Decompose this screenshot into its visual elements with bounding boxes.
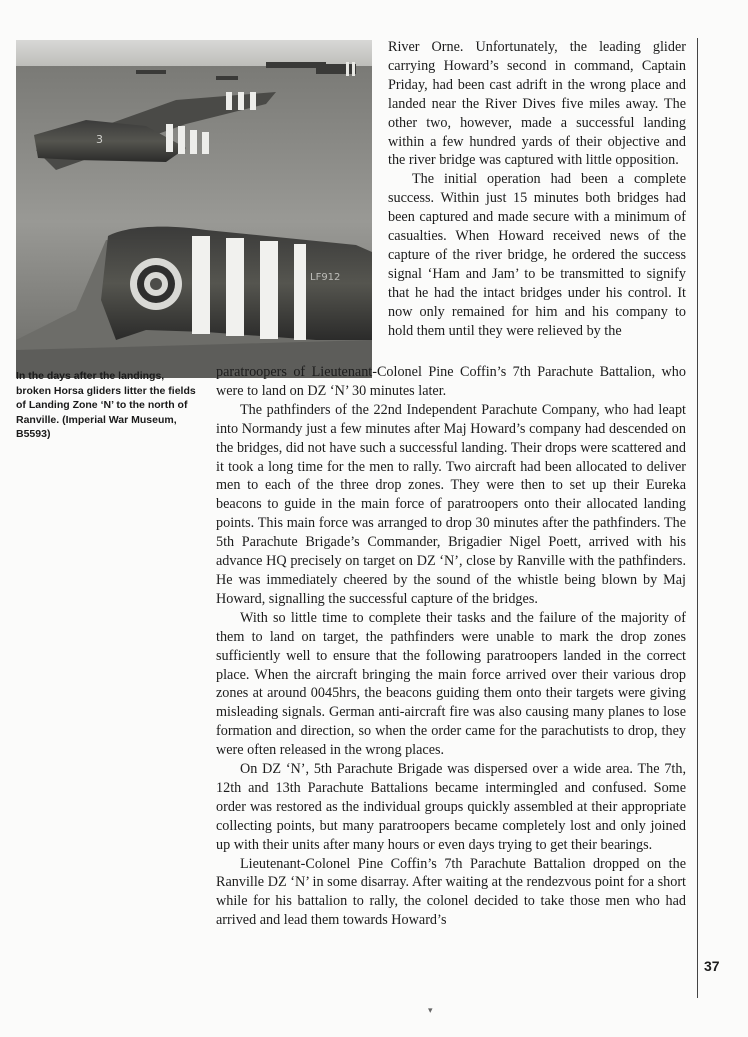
paragraph-1: River Orne. Unfortunately, the leading glider carrying Howard’s second in command, Captain Priday, had been cast adrift in the wrong place and landed near the River Dives five miles away. The other two, however, made a successful landing within a few hundred yards of their objective and the river bridge was captured with little opposition. (388, 39, 686, 169)
paragraph-6: Lieutenant-Colonel Pine Coffin’s 7th Parachute Battalion dropped on the Ranville DZ ‘N’ in some disarray. After waiting at the rendezvous point for a short while for his battalion to rally, the colonel decided to take those men who had arrived and lead them towards Howard’s (216, 855, 686, 929)
paragraph-2-start: The initial operation had been a complete success. Within just 15 minutes both bridges had been captured and made secure with a minimum of casualties. When Howard received news of the capture of the river bridge, he ordered the success signal ‘Ham and Jam’ to be transmitted to signify that he had the intact bridges under his control. It now only remained for him and his company to hold them until they were relieved by the (388, 171, 686, 339)
paragraph-4: With so little time to complete their tasks and the failure of the majority of them to land on target, the pathfinders were unable to mark the drop zones sufficiently well to ensure that the following paratroopers landed in the correct place. When the aircraft bringing the main force arrived over their various drop zones at around 0045hrs, the beacons guiding them onto their targets were giving misleading signals. German anti-aircraft fire was also causing many planes to lose formation and direction, so when the order came for the parachutists to drop, they were often released in the wrong places. (216, 609, 686, 759)
caption-text: In the days after the landings, broken Horsa gliders litter the fields of Landing Zone ‘N’ to the north of Ranville. (Imperial War Museum, B5593) (16, 370, 196, 441)
photo-illustration (16, 40, 372, 378)
page-number: 37 (704, 958, 720, 974)
scan-mark: ▾ (428, 1005, 433, 1015)
glider-number: 3 (96, 133, 103, 146)
fuselage-serial: LF912 (310, 272, 341, 283)
paragraph-5: On DZ ‘N’, 5th Parachute Brigade was dispersed over a wide area. The 7th, 12th and 13th Parachute Battalions became intermingled and confused. Some order was restored as the individual groups quickly assembled at their appropriate collecting points, but many paratroopers became completely lost and only joined up with their units after many hours or even days trying to get their bearings. (216, 761, 686, 853)
wide-column (216, 363, 686, 930)
glider-photo (16, 40, 372, 378)
narrow-column (388, 38, 686, 341)
paragraph-3: The pathfinders of the 22nd Independent Parachute Company, who had leapt into Normandy just a few minutes after Maj Howard’s company had descended on the bridges, did not have such a successful landing. Their drops were scattered and it took a long time for the men to rally. Two aircraft had been allocated to deliver men to each of the three drop zones. They were then to set up their Eureka beacons to guide in the main force of paratroopers onto their allocated landing points. This main force was arranged to drop 30 minutes after the pathfinders. The 5th Parachute Brigade’s Commander, Brigadier Nigel Poett, arrived with his advance HQ precisely on target on DZ ‘N’, close by Ranville with the pathfinders. He was immediately cheered by the sound of the whistle being blown by Maj Howard, signalling the successful capture of the bridges. (216, 401, 686, 607)
margin-rule (697, 38, 698, 998)
paragraph-2-end: paratroopers of Lieutenant-Colonel Pine Coffin’s 7th Parachute Battalion, who were to land on DZ ‘N’ 30 minutes later. (216, 364, 686, 399)
figure-caption (16, 369, 200, 442)
